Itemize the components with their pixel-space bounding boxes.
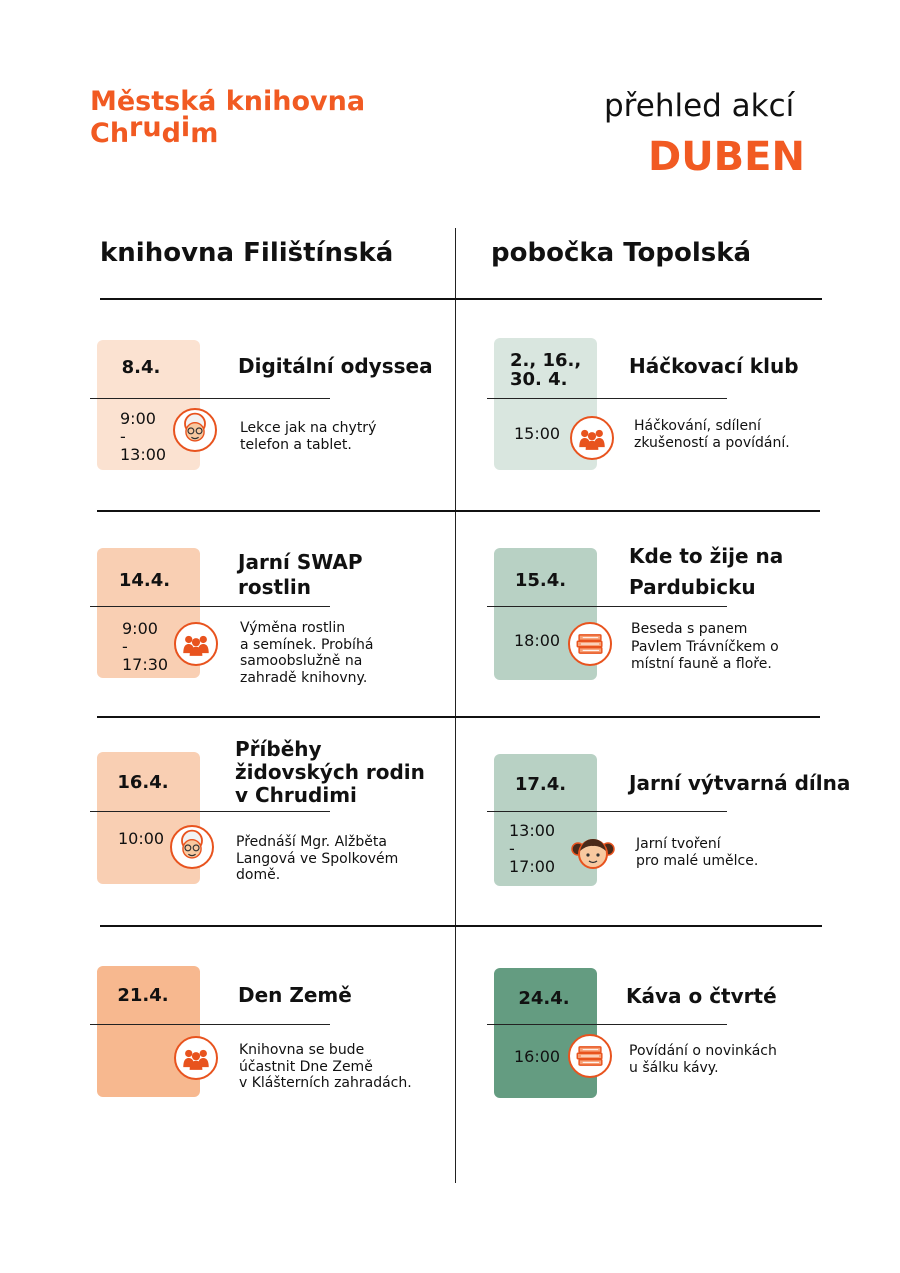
event-date: 14.4. <box>118 570 171 591</box>
event-time: 10:00 <box>118 829 165 848</box>
divider <box>100 925 822 927</box>
month-heading: DUBEN <box>648 134 805 180</box>
card-divider <box>90 811 330 812</box>
column-divider <box>455 228 456 1183</box>
group-icon <box>570 416 614 460</box>
divider <box>97 716 820 718</box>
event-date: 21.4. <box>117 985 169 1006</box>
overview-heading: přehled akcí <box>604 88 795 124</box>
event-date: 2., 16., 30. 4. <box>510 350 582 390</box>
event-date: 15.4. <box>514 570 567 591</box>
event-description: Jarní tvoření pro malé umělce. <box>636 836 759 869</box>
card-divider <box>487 1024 727 1025</box>
divider <box>97 510 820 512</box>
event-title: Digitální odyssea <box>238 354 433 378</box>
group-icon <box>174 622 218 666</box>
event-time: 18:00 <box>514 631 561 650</box>
event-title: Kde to žije na Pardubicku <box>629 544 784 599</box>
event-time: 13:00 - 17:00 <box>509 821 556 876</box>
event-time: 9:00 - 17:30 <box>122 619 169 674</box>
event-time: 9:00 - 13:00 <box>120 409 167 464</box>
event-title: Jarní SWAP rostlin <box>238 550 363 599</box>
logo-line-1: Městská knihovna <box>90 86 366 117</box>
event-date: 24.4. <box>518 988 570 1009</box>
logo-line-2: Chrudim <box>90 112 219 149</box>
event-date: 16.4. <box>117 772 169 793</box>
event-description: Povídání o novinkách u šálku kávy. <box>629 1043 777 1076</box>
event-title: Jarní výtvarná dílna <box>629 771 851 795</box>
books-icon <box>568 622 612 666</box>
card-divider <box>90 398 330 399</box>
event-description: Beseda s panem Pavlem Trávníčkem o místní fauně a floře. <box>631 621 779 672</box>
grandma-icon <box>170 825 214 869</box>
event-title: Háčkovací klub <box>629 354 799 378</box>
card-divider <box>90 1024 330 1025</box>
event-time: 15:00 <box>514 424 561 443</box>
event-description: Výměna rostlin a semínek. Probíhá samoobslužně na zahradě knihovny. <box>240 620 374 686</box>
library-logo <box>90 86 365 150</box>
divider <box>100 298 822 300</box>
event-date: 8.4. <box>121 357 161 378</box>
event-title: Káva o čtvrté <box>626 984 777 1008</box>
event-description: Přednáší Mgr. Alžběta Langová ve Spolkovém domě. <box>236 834 399 883</box>
column-left-heading: knihovna Filištínská <box>100 238 394 268</box>
event-description: Lekce jak na chytrý telefon a tablet. <box>240 420 377 453</box>
event-title: Příběhy židovských rodin v Chrudimi <box>235 737 425 807</box>
group-icon <box>174 1036 218 1080</box>
event-date: 17.4. <box>514 774 567 795</box>
card-divider <box>487 398 727 399</box>
event-description: Knihovna se bude účastnit Dne Země v Klášterních zahradách. <box>239 1042 412 1091</box>
event-description: Háčkování, sdílení zkušeností a povídání. <box>634 418 790 451</box>
event-time: 16:00 <box>514 1047 561 1066</box>
card-divider <box>90 606 330 607</box>
card-divider <box>487 606 727 607</box>
column-right-heading: pobočka Topolská <box>491 238 752 268</box>
grandma-icon <box>173 408 217 452</box>
books-icon <box>568 1034 612 1078</box>
event-title: Den Země <box>238 983 352 1007</box>
card-divider <box>487 811 727 812</box>
girl-icon <box>571 831 615 875</box>
